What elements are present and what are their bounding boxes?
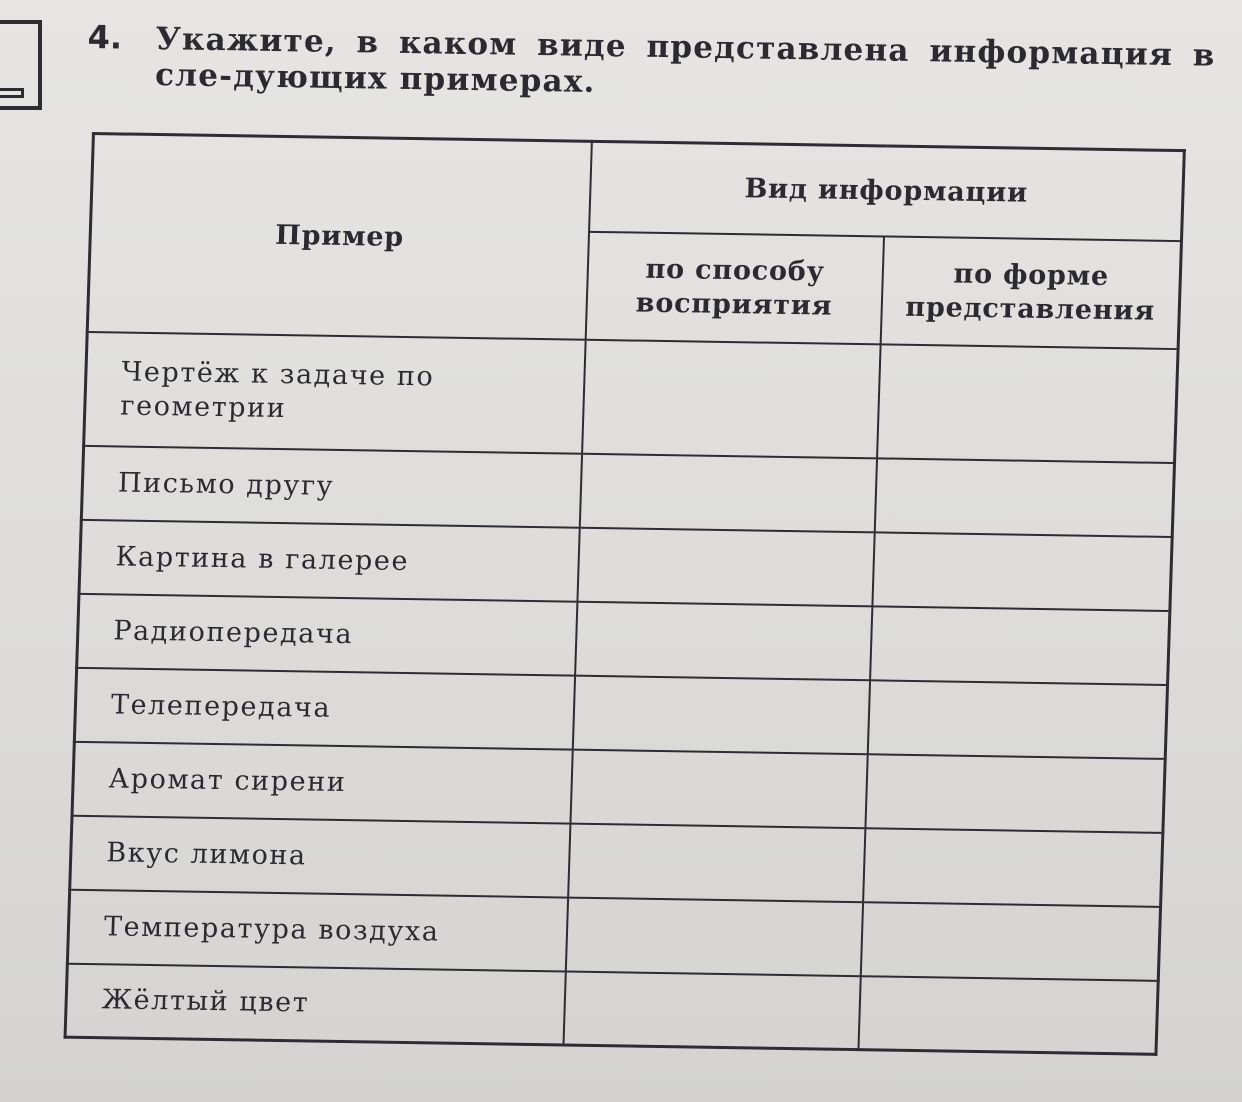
row-example: Письмо другу [81,445,581,527]
table-row [84,331,1178,462]
header-representation: по форме представления [881,236,1182,349]
answer-cell-perception[interactable] [579,453,876,532]
header-example: Пример [87,134,591,340]
row-example: Аромат сирени [72,741,572,823]
task-statement [87,18,1218,100]
answer-table [64,132,1186,1056]
task-marker-icon [0,20,42,110]
answer-cell-representation[interactable] [861,902,1161,981]
answer-cell-perception[interactable] [582,339,881,458]
table-header-row [91,134,1185,241]
answer-cell-perception[interactable] [575,601,872,680]
answer-cell-perception[interactable] [572,675,869,754]
answer-cell-representation[interactable] [870,606,1170,685]
answer-cell-perception[interactable] [577,527,874,606]
answer-cell-perception[interactable] [563,971,860,1050]
row-example: Чертёж к задаче по геометрии [84,331,586,453]
answer-cell-representation[interactable] [868,680,1168,759]
answer-cell-perception[interactable] [568,823,865,902]
answer-cell-representation[interactable] [863,828,1163,907]
task-number: 4. [87,18,123,57]
header-perception: по способу восприятия [585,231,884,344]
answer-table-container [64,132,1198,1055]
row-example: Жёлтый цвет [65,963,565,1045]
answer-cell-representation[interactable] [865,754,1165,833]
header-info-type: Вид информации [589,141,1185,240]
answer-cell-representation[interactable] [877,344,1178,463]
row-example: Температура воздуха [67,889,567,971]
answer-cell-representation[interactable] [872,532,1172,611]
answer-cell-representation[interactable] [875,458,1175,537]
row-example: Телепередача [74,667,574,749]
task-text: Укажите, в каком виде представлена информация в сле-дующих примерах. [154,21,1216,100]
row-example: Картина в галерее [79,519,579,601]
table-row [65,963,1158,1054]
answer-cell-perception[interactable] [570,749,867,828]
answer-cell-perception[interactable] [565,897,862,976]
answer-cell-representation[interactable] [858,976,1158,1055]
row-example: Вкус лимона [70,815,570,897]
row-example: Радиопередача [77,593,577,675]
